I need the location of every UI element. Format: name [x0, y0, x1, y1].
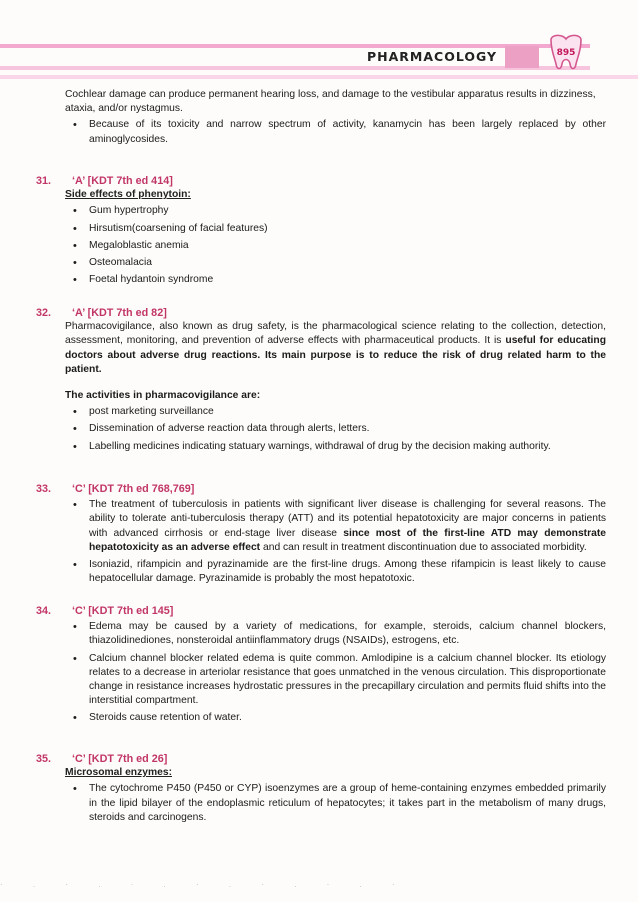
list-item: • post marketing surveillance [79, 405, 606, 419]
question-35 [36, 752, 606, 828]
header-band-bottom [0, 75, 638, 79]
list-item [79, 498, 606, 555]
question-34 [36, 604, 606, 729]
question-heading [36, 306, 606, 320]
question-number: 34. [36, 605, 52, 617]
list-item: • Isoniazid, rifampicin and pyrazinamide are the first-line drugs. Among these rifampicin is least likely to cause hepatocellular damage. Pyrazinamide is probably the most hepatotoxic. [79, 558, 606, 586]
answer-reference: ‘C’ [KDT 7th ed 768,769] [72, 483, 195, 495]
list-item: • Foetal hydantoin syndrome [79, 273, 606, 287]
header-band-middle [0, 66, 590, 70]
scan-noise: · . · . · . · . · . · . · [0, 880, 409, 889]
intro-text: Cochlear damage can produce permanent hearing loss, and damage to the vestibular apparatus results in dizziness, ataxia, and/or nystagmus. [65, 89, 596, 115]
list-item: • Edema may be caused by a variety of medications, for example, steroids, calcium channel blockers, thiazolidinediones, nonsteroidal antiinflammatory drugs (NSAIDs), estrogens, etc. [79, 620, 606, 648]
question-31 [36, 174, 606, 290]
list-item: • Osteomalacia [79, 256, 606, 270]
list-item: • The cytochrome P450 (P450 or CYP) isoenzymes are a group of heme-containing enzymes embedded primarily in the lipid bilayer of the endoplasmic reticulum of hepatocytes; it takes part in the metabolism of many drugs, steroids and carcinogens. [79, 782, 606, 825]
list-item: • Because of its toxicity and narrow spectrum of activity, kanamycin has been largely replaced by other aminoglycosides. [79, 118, 606, 146]
section-title: PHARMACOLOGY [366, 49, 498, 64]
paragraph [65, 320, 606, 377]
bullet-text: The treatment of tuberculosis in patients with significant liver disease is challenging for several reasons. The ability to tolerate anti-tuberculosis therapy (ATT) and its potential hepatotoxicity are major concerns in patients with advanced cirrhosis or end-stage liver disease [89, 499, 606, 539]
paragraph-text: Pharmacovigilance, also known as drug safety, is the pharmacological science relating to the collection, detection, assessment, monitoring, and prevention of adverse effects with pharmaceutical products. It is [65, 321, 606, 347]
subtitle: Microsomal enzymes: [65, 767, 173, 779]
answer-reference: ‘A’ [KDT 7th ed 414] [72, 175, 173, 187]
answer-reference: ‘C’ [KDT 7th ed 145] [72, 605, 174, 617]
intro-block [36, 88, 606, 150]
list-item: • Gum hypertrophy [79, 204, 606, 218]
question-heading [36, 752, 606, 766]
question-heading [36, 174, 606, 188]
header-accent-box [505, 46, 539, 68]
answer-reference: ‘A’ [KDT 7th ed 82] [72, 307, 167, 319]
answer-reference: ‘C’ [KDT 7th ed 26] [72, 753, 168, 765]
page-number: 895 [556, 48, 576, 58]
bullet-emphasis: since most of the first-line ATD may demonstrate hepatotoxicity as an adverse effect [89, 527, 606, 553]
list-item: • Megaloblastic anemia [79, 239, 606, 253]
bullet-text: and can result in treatment discontinuation due to associated morbidity. [260, 541, 587, 553]
question-33 [36, 482, 606, 589]
list-item: • Calcium channel blocker related edema is quite common. Amlodipine is a calcium channel blocker. Its etiology relates to a decrease in arteriolar resistance that goes unmatched in the venous circulation. This disproportionate change in resistance increases hydrostatic pressures in the precapillary circulation and permits fluid shifts into the interstitial compartment. [79, 652, 606, 709]
question-heading [36, 482, 606, 496]
list-item: • Dissemination of adverse reaction data through alerts, letters. [79, 422, 606, 436]
question-32 [36, 306, 606, 457]
question-number: 33. [36, 483, 52, 495]
question-number: 35. [36, 753, 52, 765]
subtitle: Side effects of phenytoin: [65, 189, 191, 201]
list-item: • Hirsutism(coarsening of facial features) [79, 222, 606, 236]
activities-title: The activities in pharmacovigilance are: [65, 390, 261, 402]
page-header [0, 0, 638, 95]
list-item: • Labelling medicines indicating statuary warnings, withdrawal of drug by the decision making authority. [79, 440, 606, 454]
question-number: 31. [36, 175, 52, 187]
list-item: • Steroids cause retention of water. [79, 711, 606, 725]
question-number: 32. [36, 307, 52, 319]
question-heading [36, 604, 606, 618]
paragraph-emphasis: useful for educating doctors about adverse drug reactions. Its main purpose is to reduce the risk of drug related harm to the patient. [65, 335, 606, 375]
